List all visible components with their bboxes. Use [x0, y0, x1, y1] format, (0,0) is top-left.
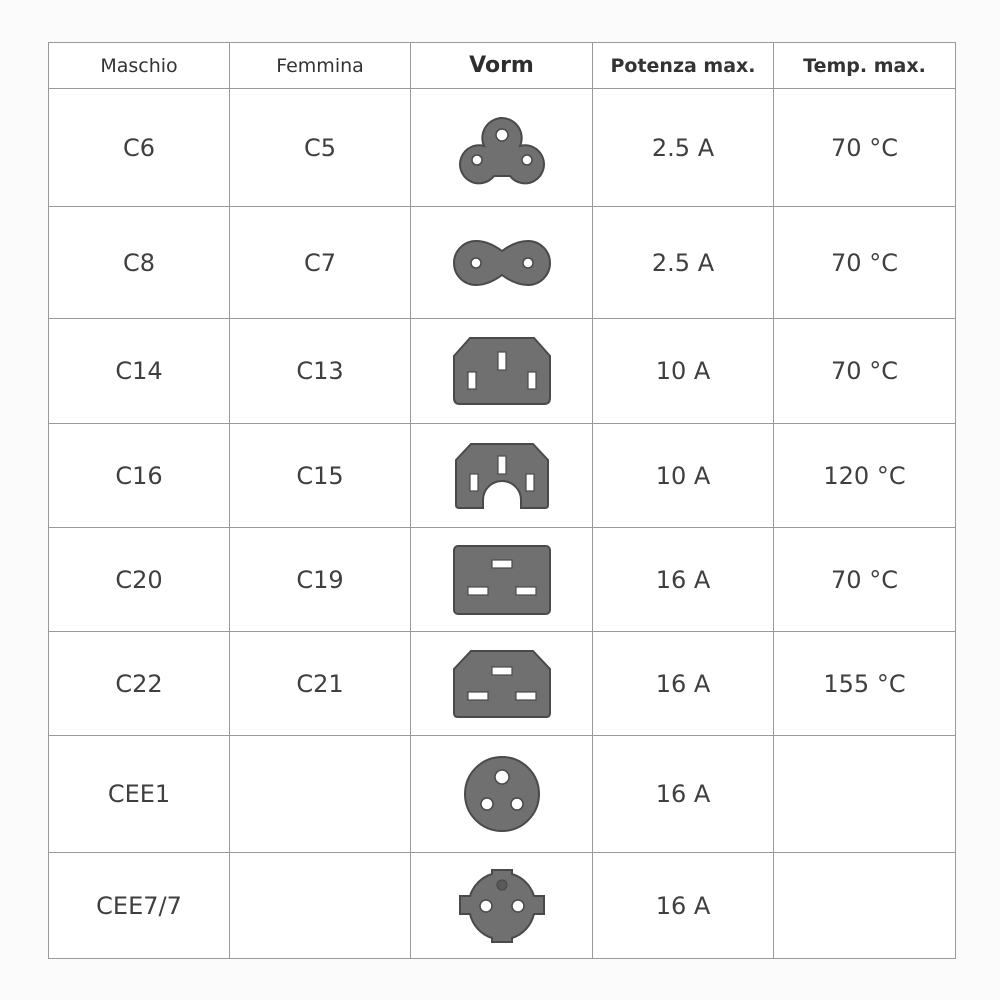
table-row: [49, 853, 956, 959]
male-cell: C6: [49, 89, 230, 207]
female-cell: C13: [230, 319, 411, 424]
header-row: [49, 43, 956, 89]
power-cell: 10 A: [593, 319, 774, 424]
power-cell: 16 A: [593, 632, 774, 736]
form-cell: [411, 207, 593, 319]
cee1-round-connector-icon: [462, 754, 542, 834]
form-cell: [411, 528, 593, 632]
temp-cell: 120 °C: [774, 424, 956, 528]
cloverleaf-connector-icon: [452, 110, 552, 186]
form-cell: [411, 853, 593, 959]
figure-8-connector-icon: [452, 237, 552, 289]
form-cell: [411, 424, 593, 528]
table-row: [49, 89, 956, 207]
female-cell: [230, 736, 411, 853]
table-row: [49, 424, 956, 528]
iec-c19-connector-icon: [451, 543, 553, 617]
iec-c21-connector-icon: [451, 648, 553, 720]
male-cell: CEE7/7: [49, 853, 230, 959]
table-row: [49, 319, 956, 424]
female-cell: C5: [230, 89, 411, 207]
female-cell: C21: [230, 632, 411, 736]
female-cell: C7: [230, 207, 411, 319]
male-cell: C16: [49, 424, 230, 528]
temp-cell: 70 °C: [774, 207, 956, 319]
male-cell: C22: [49, 632, 230, 736]
temp-cell: 70 °C: [774, 319, 956, 424]
form-cell: [411, 632, 593, 736]
temp-cell: [774, 736, 956, 853]
form-cell: [411, 736, 593, 853]
iec-c13-connector-icon: [450, 336, 554, 406]
female-cell: [230, 853, 411, 959]
power-cell: 16 A: [593, 853, 774, 959]
header-form: Vorm: [411, 43, 593, 89]
table-row: [49, 207, 956, 319]
male-cell: C8: [49, 207, 230, 319]
power-cell: 16 A: [593, 528, 774, 632]
header-power: Potenza max.: [593, 43, 774, 89]
form-cell: [411, 89, 593, 207]
temp-cell: 70 °C: [774, 528, 956, 632]
male-cell: CEE1: [49, 736, 230, 853]
header-female: Femmina: [230, 43, 411, 89]
female-cell: C19: [230, 528, 411, 632]
iec-c15-connector-icon: [453, 442, 551, 510]
temp-cell: [774, 853, 956, 959]
power-cell: 10 A: [593, 424, 774, 528]
power-cell: 2.5 A: [593, 89, 774, 207]
connector-table: [48, 42, 956, 959]
header-temp: Temp. max.: [774, 43, 956, 89]
temp-cell: 155 °C: [774, 632, 956, 736]
power-cell: 2.5 A: [593, 207, 774, 319]
male-cell: C14: [49, 319, 230, 424]
temp-cell: 70 °C: [774, 89, 956, 207]
form-cell: [411, 319, 593, 424]
male-cell: C20: [49, 528, 230, 632]
female-cell: C15: [230, 424, 411, 528]
header-male: Maschio: [49, 43, 230, 89]
cee7-7-schuko-connector-icon: [455, 866, 549, 946]
table-row: [49, 528, 956, 632]
power-cell: 16 A: [593, 736, 774, 853]
table-row: [49, 632, 956, 736]
table-row: [49, 736, 956, 853]
